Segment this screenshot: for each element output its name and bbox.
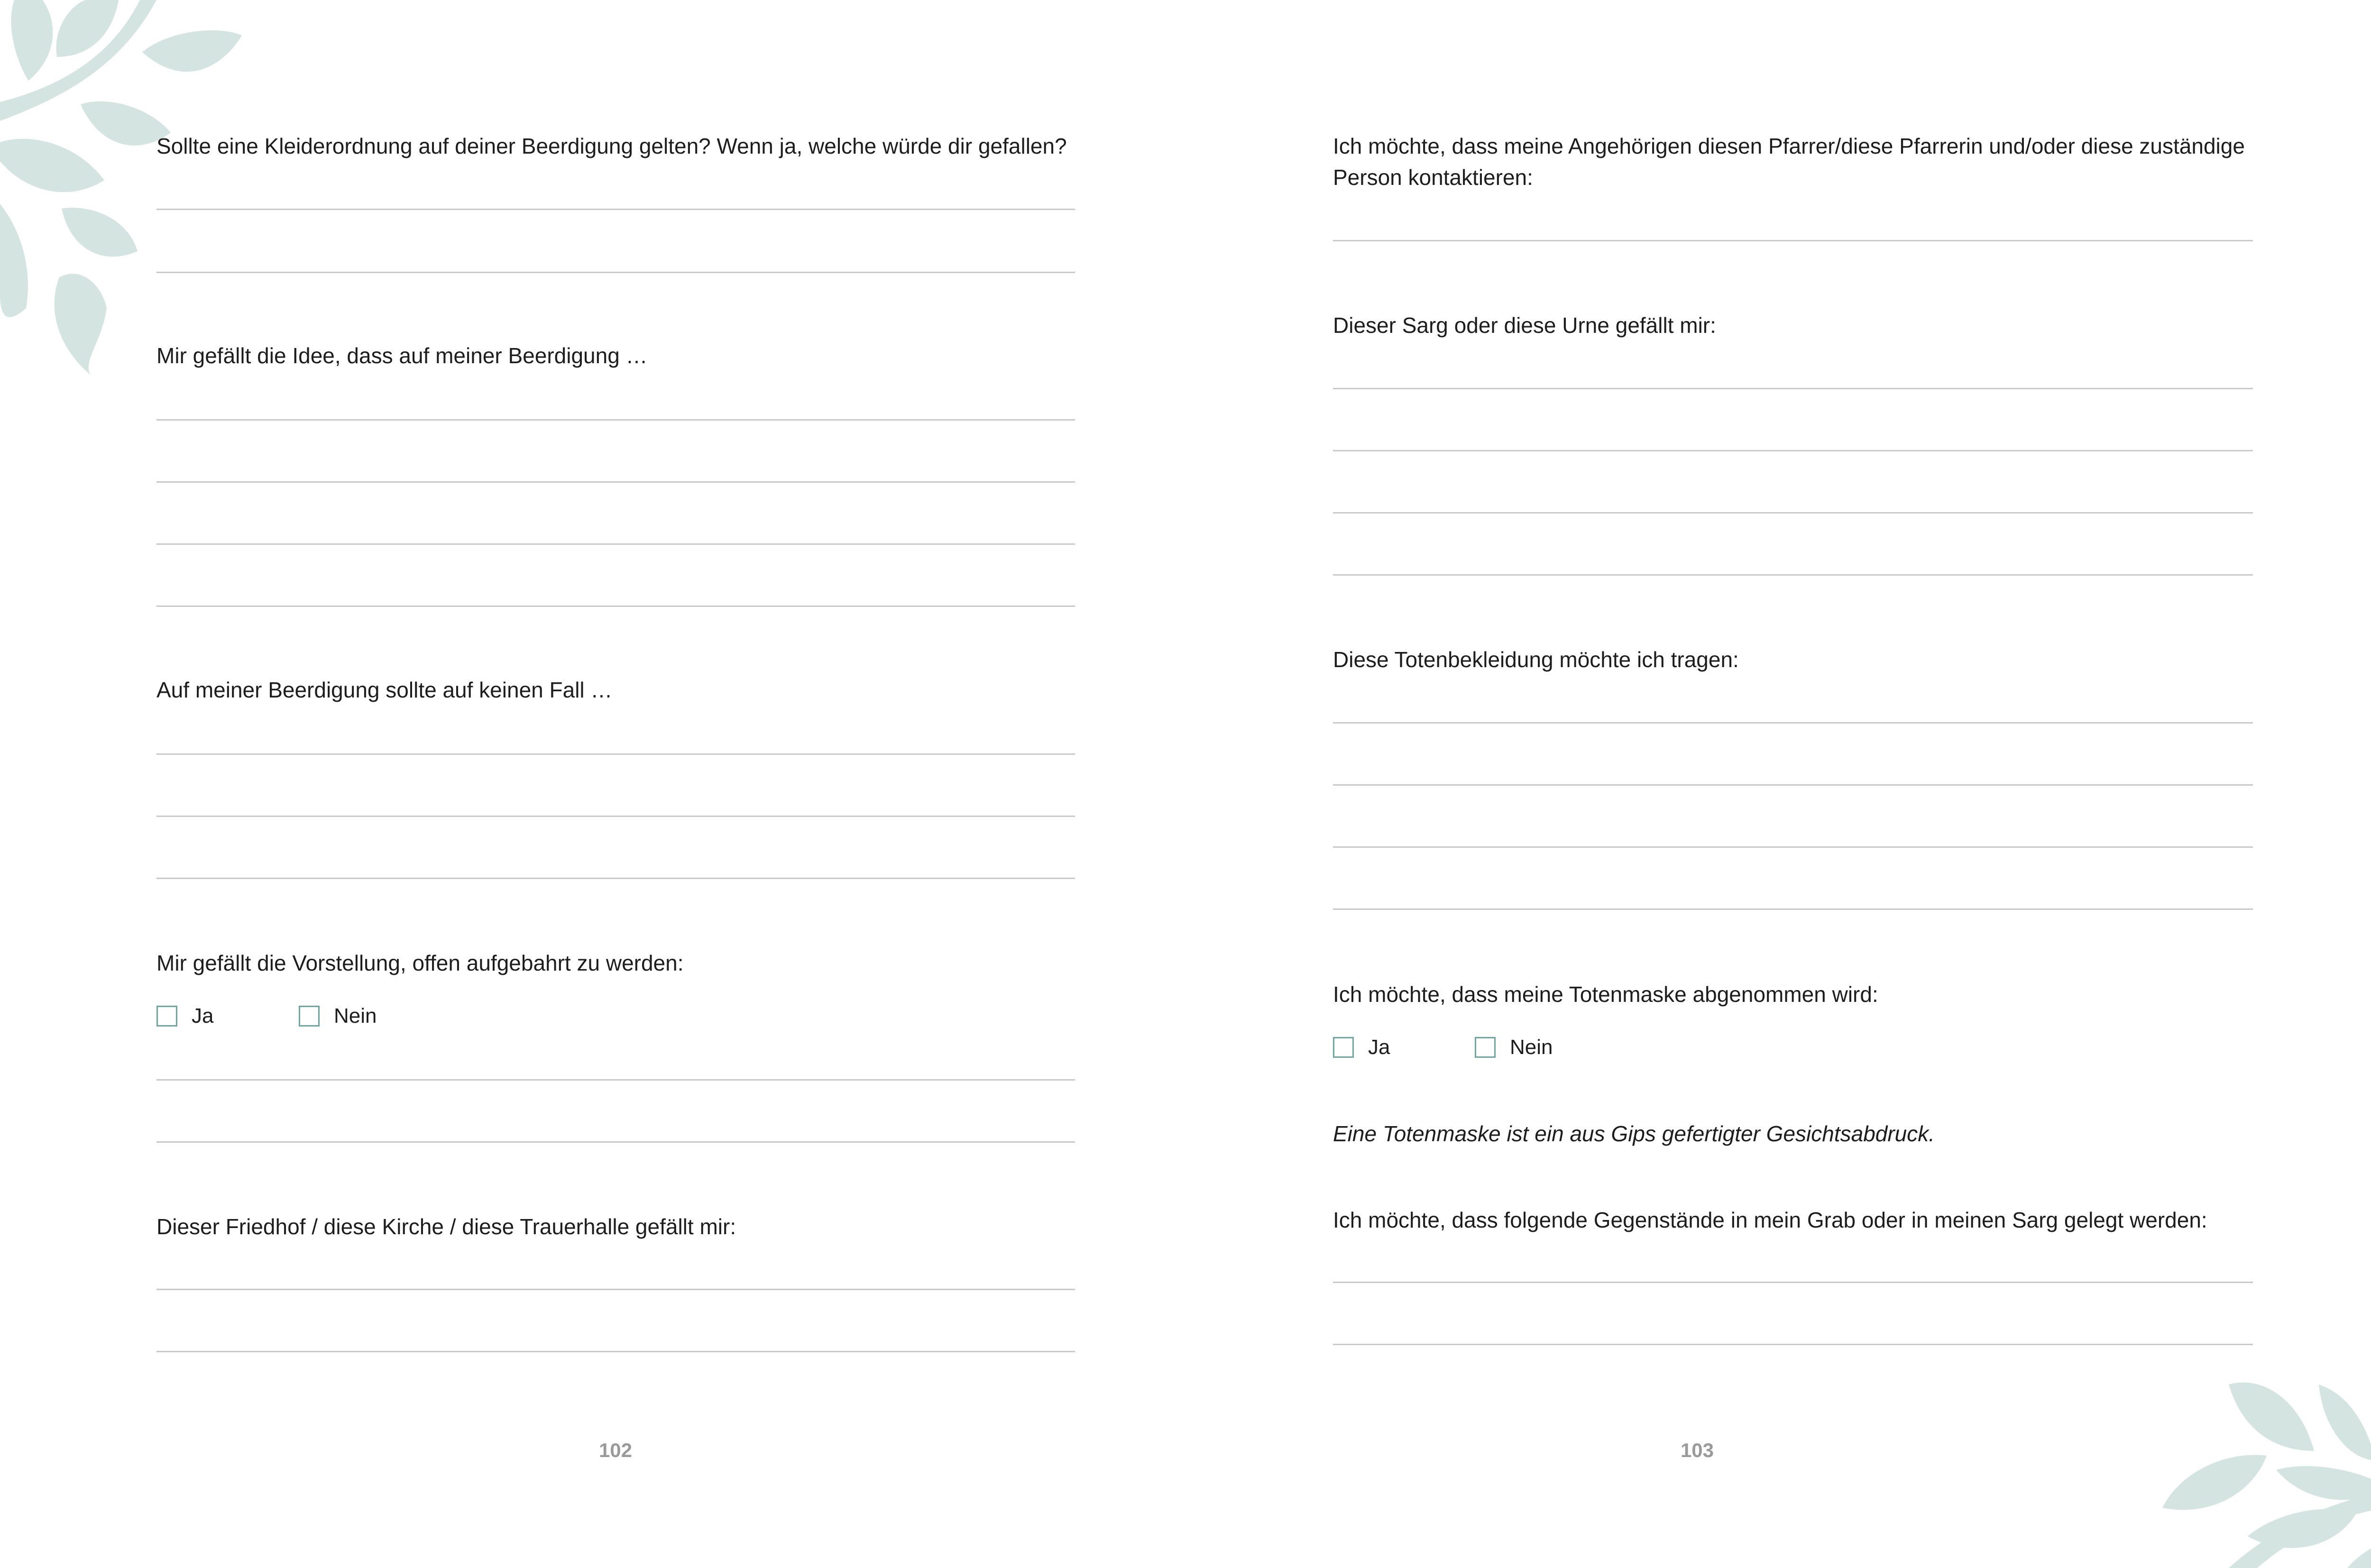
answer-line[interactable] [156,1351,1075,1352]
answer-line[interactable] [156,209,1075,210]
question-grave-items: Ich möchte, dass folgende Gegenstände in mein Grab oder in meinen Sarg gelegt werden: [1333,1208,2207,1232]
answer-line[interactable] [156,1079,1075,1081]
answer-line[interactable] [1333,574,2253,576]
answer-line[interactable] [1333,722,2253,724]
answer-line[interactable] [1333,1282,2253,1283]
page-number: 102 [598,1439,633,1461]
answer-line[interactable] [1333,512,2253,513]
answer-line[interactable] [1333,846,2253,848]
question-cemetery: Dieser Friedhof / diese Kirche / diese Trauerhalle gefällt mir: [156,1214,736,1239]
option-yes-label: Ja [192,1004,214,1027]
question-dress-code: Sollte eine Kleiderordnung auf deiner Beerdigung gelten? Wenn ja, welche würde dir gefallen? [156,134,1067,158]
answer-line[interactable] [156,605,1075,607]
option-yes[interactable] [1333,1036,1390,1059]
option-yes[interactable] [156,1004,213,1028]
answer-line[interactable] [1333,784,2253,786]
answer-line[interactable] [1333,388,2253,389]
question-burial-clothing: Diese Totenbekleidung möchte ich tragen: [1333,647,1739,672]
answer-line[interactable] [1333,908,2253,910]
answer-line[interactable] [156,878,1075,879]
question-open-casket: Mir gefällt die Vorstellung, offen aufgebahrt zu werden: [156,951,684,975]
question-pastor-contact: Ich möchte, dass meine Angehörigen diesen Pfarrer/diese Pfarrerin und/oder diese zuständige Person kontaktieren: [1333,134,2245,190]
answer-line[interactable] [156,1141,1075,1143]
answer-line[interactable] [156,481,1075,483]
option-yes-label: Ja [1368,1036,1390,1059]
question-coffin-urn: Dieser Sarg oder diese Urne gefällt mir: [1333,313,1716,338]
answer-line[interactable] [156,816,1075,817]
page-number: 103 [1680,1439,1714,1461]
answer-line[interactable] [156,419,1075,421]
option-no-label: Nein [1510,1036,1553,1059]
option-no[interactable] [299,1004,377,1028]
answer-line[interactable] [1333,1344,2253,1345]
question-idea-funeral: Mir gefällt die Idee, dass auf meiner Beerdigung … [156,343,648,368]
death-mask-note: Eine Totenmaske ist ein aus Gips gefertigter Gesichtsabdruck. [1333,1121,1935,1146]
answer-line[interactable] [156,753,1075,755]
checkbox-no[interactable] [1475,1037,1496,1058]
checkbox-no[interactable] [299,1006,320,1027]
option-no-label: Nein [334,1004,377,1027]
answer-line[interactable] [1333,240,2253,241]
answer-line[interactable] [156,543,1075,545]
checkbox-yes[interactable] [1333,1037,1354,1058]
answer-line[interactable] [156,1289,1075,1290]
answer-line[interactable] [156,272,1075,273]
checkbox-yes[interactable] [156,1006,177,1027]
right-page [1204,0,2371,1568]
option-no[interactable] [1475,1036,1553,1059]
answer-line[interactable] [1333,450,2253,451]
question-not-at-funeral: Auf meiner Beerdigung sollte auf keinen Fall … [156,678,613,702]
question-death-mask: Ich möchte, dass meine Totenmaske abgenommen wird: [1333,982,1878,1007]
